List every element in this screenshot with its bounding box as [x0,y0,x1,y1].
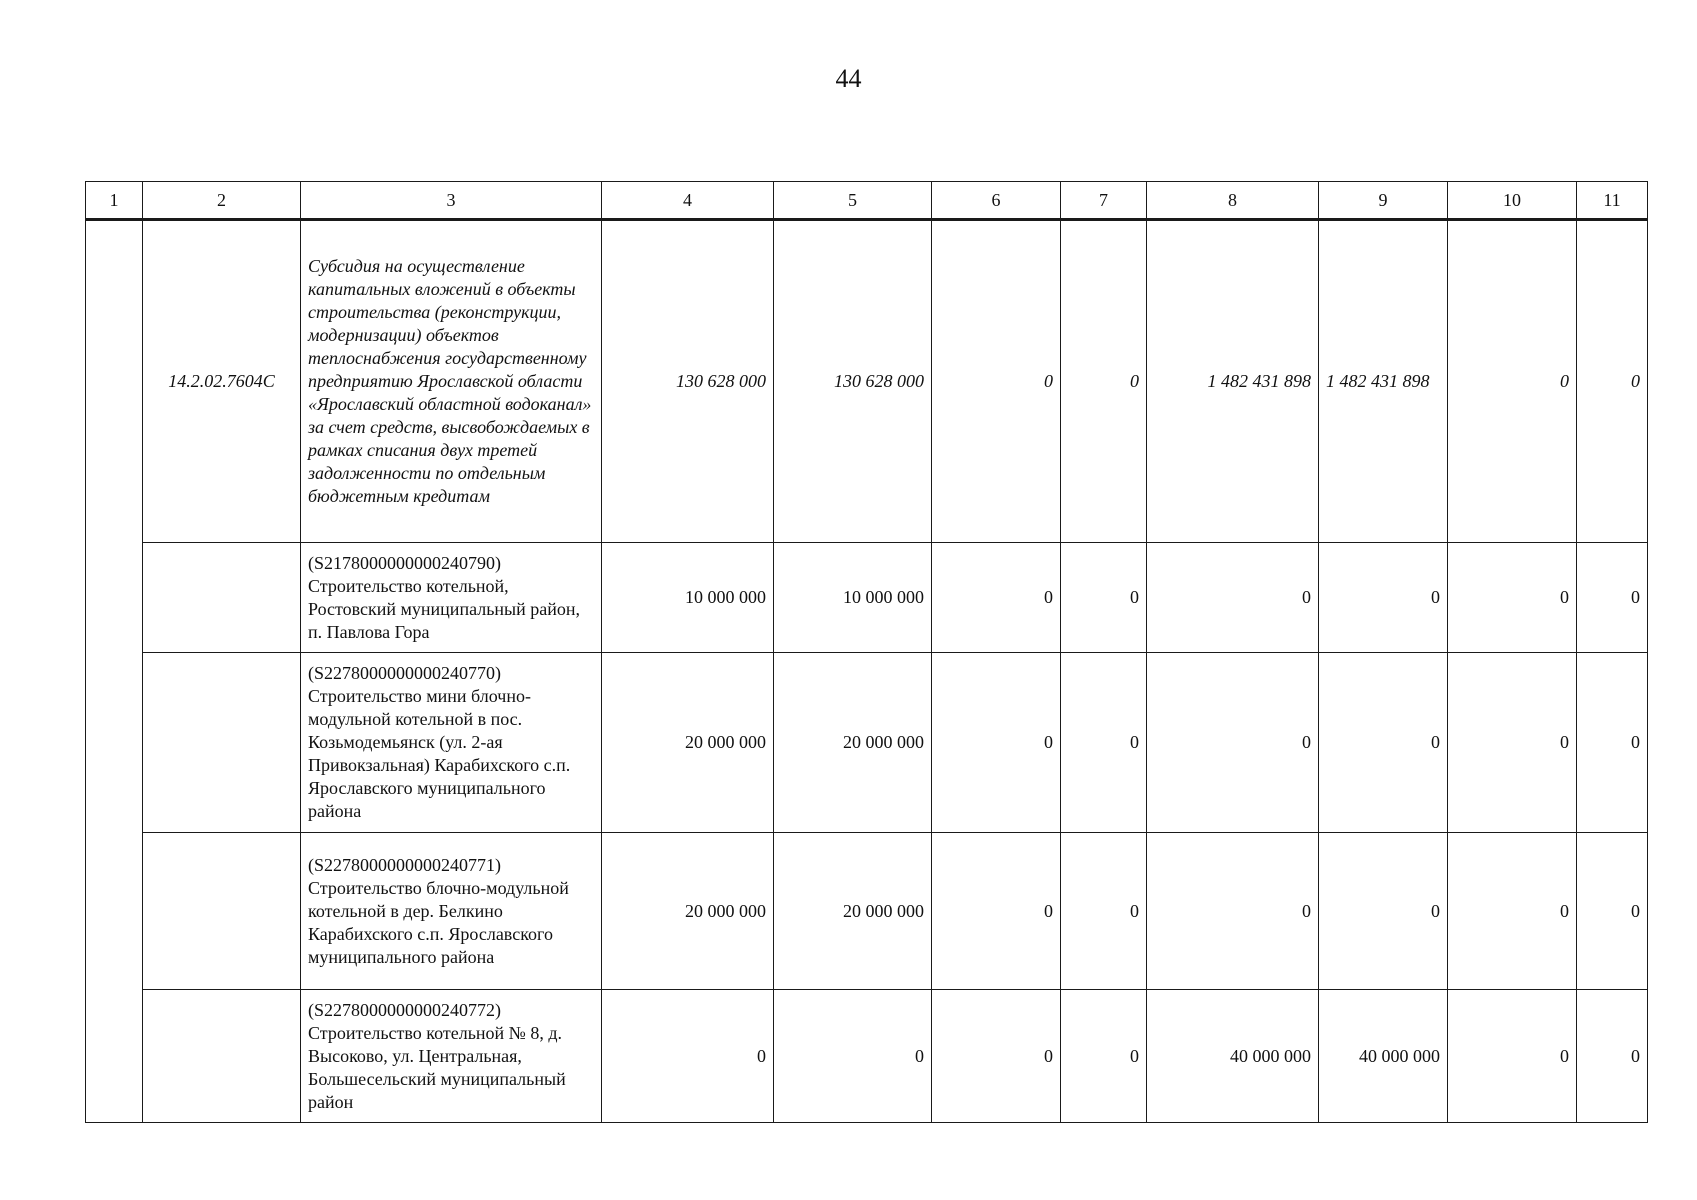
value-cell: 0 [1147,833,1319,990]
value-cell: 0 [1448,543,1577,653]
value-cell: 20 000 000 [602,653,774,833]
column-header: 3 [301,182,602,220]
value-cell: 0 [1147,653,1319,833]
column-header: 8 [1147,182,1319,220]
value-cell: 20 000 000 [774,833,932,990]
value-cell: 0 [602,990,774,1123]
value-cell: 0 [932,833,1061,990]
value-cell: 0 [774,990,932,1123]
column-header: 1 [86,182,143,220]
value-cell: 0 [1319,653,1448,833]
code-cell [143,543,301,653]
value-cell: 0 [1577,990,1648,1123]
merged-index-cell [86,220,143,1123]
value-cell: 0 [1448,833,1577,990]
value-cell: 0 [1577,543,1648,653]
value-cell: 130 628 000 [602,220,774,543]
column-header: 5 [774,182,932,220]
code-cell [143,833,301,990]
column-header: 6 [932,182,1061,220]
value-cell: 0 [1319,833,1448,990]
column-header: 4 [602,182,774,220]
value-cell: 10 000 000 [774,543,932,653]
value-cell: 0 [932,653,1061,833]
value-cell: 0 [1448,220,1577,543]
value-cell: 0 [1061,543,1147,653]
value-cell: 40 000 000 [1319,990,1448,1123]
value-cell: 10 000 000 [602,543,774,653]
value-cell: 1 482 431 898 [1319,220,1448,543]
description-cell: (S2178000000000240790) Строительство котельной, Ростовский муниципальный район, п. Павлова Гора [301,543,602,653]
table-row [86,833,1648,990]
value-cell: 0 [1061,833,1147,990]
page-number: 44 [835,64,862,93]
value-cell: 20 000 000 [774,653,932,833]
description-cell: Субсидия на осуществление капитальных вложений в объекты строительства (реконструкции, модернизации) объектов теплоснабжения государственному предприятию Ярославской области «Ярославский областной водоканал» за счет средств, высвобождаемых в рамках списания двух третей задолженности по отдельным бюджетным кредитам [301,220,602,543]
table-row [86,220,1648,543]
column-header: 9 [1319,182,1448,220]
value-cell: 130 628 000 [774,220,932,543]
value-cell: 0 [932,990,1061,1123]
value-cell: 0 [1147,543,1319,653]
description-cell: (S2278000000000240772) Строительство котельной № 8, д. Высоково, ул. Центральная, Большесельский муниципальный район [301,990,602,1123]
value-cell: 1 482 431 898 [1147,220,1319,543]
value-cell: 0 [1577,833,1648,990]
column-header: 7 [1061,182,1147,220]
value-cell: 40 000 000 [1147,990,1319,1123]
budget-table [85,181,1648,1123]
value-cell: 0 [1448,990,1577,1123]
value-cell: 0 [1061,990,1147,1123]
table-row [86,653,1648,833]
value-cell: 0 [1319,543,1448,653]
column-header: 2 [143,182,301,220]
value-cell: 20 000 000 [602,833,774,990]
description-cell: (S2278000000000240770) Строительство мини блочно-модульной котельной в пос. Козьмодемьянск (ул. 2-ая Привокзальная) Карабихского с.п. Ярославского муниципального района [301,653,602,833]
value-cell: 0 [1577,220,1648,543]
table-row [86,543,1648,653]
column-header: 11 [1577,182,1648,220]
column-header: 10 [1448,182,1577,220]
code-cell [143,653,301,833]
column-number-row [86,182,1648,220]
description-cell: (S2278000000000240771) Строительство блочно-модульной котельной в дер. Белкино Карабихского с.п. Ярославского муниципального района [301,833,602,990]
value-cell: 0 [1061,220,1147,543]
code-cell: 14.2.02.7604С [143,220,301,543]
value-cell: 0 [1061,653,1147,833]
value-cell: 0 [932,220,1061,543]
value-cell: 0 [1577,653,1648,833]
code-cell [143,990,301,1123]
value-cell: 0 [1448,653,1577,833]
table-row [86,990,1648,1123]
value-cell: 0 [932,543,1061,653]
